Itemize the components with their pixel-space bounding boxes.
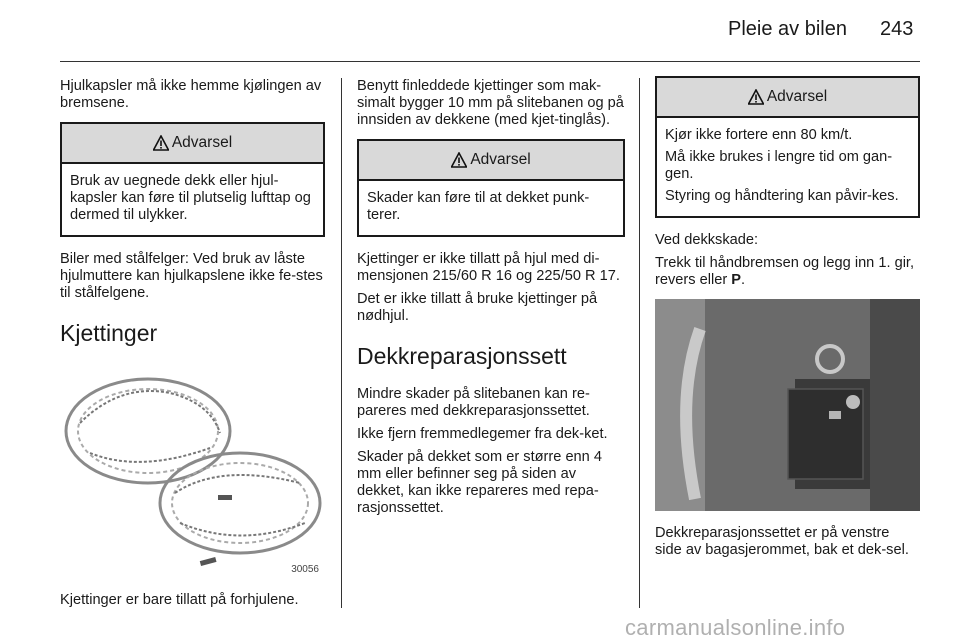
paragraph-spare-wheel: Det er ikke tillatt å bruke kjettinger på nødhjul. (357, 291, 598, 324)
warning-title: Advarsel (171, 134, 233, 151)
warning-triangle-icon (451, 152, 467, 168)
warning-text: Bruk av uegnede dekk eller hjul-kapsler kan føre til plutselig lufttap og dermed til ulykker. (70, 173, 311, 223)
warning-triangle-icon (153, 135, 169, 151)
page-number: 243 (880, 18, 914, 40)
paragraph-steel-rims: Biler med stålfelger: Ved bruk av låste hjulmuttere kan hjulkapslene ikke fe-stes til stålfelgene. (60, 251, 323, 301)
handbrake-text: Trekk til håndbremsen og legg inn 1. gir, revers eller (655, 255, 915, 288)
paragraph-hubcaps: Hjulkapsler må ikke hemme kjølingen av bremsene. (60, 78, 322, 111)
warning-header (62, 124, 323, 164)
repair-kit-image (655, 299, 920, 511)
warning-duration: Må ikke brukes i lengre tid om gan-gen. (665, 149, 893, 182)
warning-body (62, 164, 323, 235)
paragraph-handbrake (655, 255, 920, 289)
warning-box (60, 122, 325, 237)
warning-box (357, 139, 625, 237)
warning-speed: Kjør ikke fortere enn 80 km/t. (665, 127, 853, 143)
warning-body (657, 118, 918, 216)
column-divider (341, 78, 342, 608)
snow-chains-illustration (60, 363, 325, 578)
paragraph-fine-chains: Benytt finleddede kjettinger som mak-simalt bygger 10 mm på slitebanen og på innsiden av dekkene (med kjet-tinglås). (357, 78, 624, 128)
warning-box (655, 76, 920, 218)
caption-chains: Kjettinger er bare tillatt på forhjulene. (60, 592, 299, 608)
warning-header (359, 141, 623, 181)
warning-title: Advarsel (766, 88, 828, 105)
paragraph-tyre-damage-intro: Ved dekkskade: (655, 232, 759, 248)
section-heading-repair-kit: Dekkreparasjonssett (357, 343, 567, 369)
column-1 (60, 78, 325, 615)
warning-text: Skader kan føre til at dekket punk-terer. (367, 190, 590, 223)
paragraph-tyre-dimensions: Kjettinger er ikke tillatt på hjul med di-mensjonen 215/60 R 16 og 225/50 R 17. (357, 251, 620, 284)
paragraph-sidewall-damage: Skader på dekket som er større enn 4 mm eller befinner seg på siden av dekket, kan ikke repareres med repa-rasjonssettet. (357, 449, 602, 516)
handbrake-suffix: . (740, 272, 746, 288)
warning-handling: Styring og håndtering kan påvir-kes. (665, 188, 899, 204)
header-rule (60, 61, 920, 62)
paragraph-kit-location: Dekkreparasjonssettet er på venstre side av bagasjerommet, bak et dek-sel. (655, 525, 909, 558)
page-section-title: Pleie av bilen (728, 18, 847, 40)
warning-header (657, 78, 918, 118)
column-2 (357, 78, 625, 523)
repair-kit-photo (655, 299, 920, 511)
snow-chains-image (60, 363, 325, 578)
column-3 (655, 78, 920, 565)
warning-body (359, 181, 623, 235)
warning-triangle-icon (748, 89, 764, 105)
watermark: carmanualsonline.info (625, 615, 846, 640)
gear-park-label: P (731, 272, 741, 288)
warning-title: Advarsel (470, 151, 531, 168)
paragraph-minor-damage: Mindre skader på slitebanen kan re-pareres med dekkreparasjonssettet. (357, 386, 590, 419)
figure-number: 30056 (291, 564, 319, 575)
paragraph-foreign-objects: Ikke fjern fremmedlegemer fra dek-ket. (357, 426, 608, 442)
column-divider (639, 78, 640, 608)
section-heading-chains: Kjettinger (60, 320, 158, 346)
